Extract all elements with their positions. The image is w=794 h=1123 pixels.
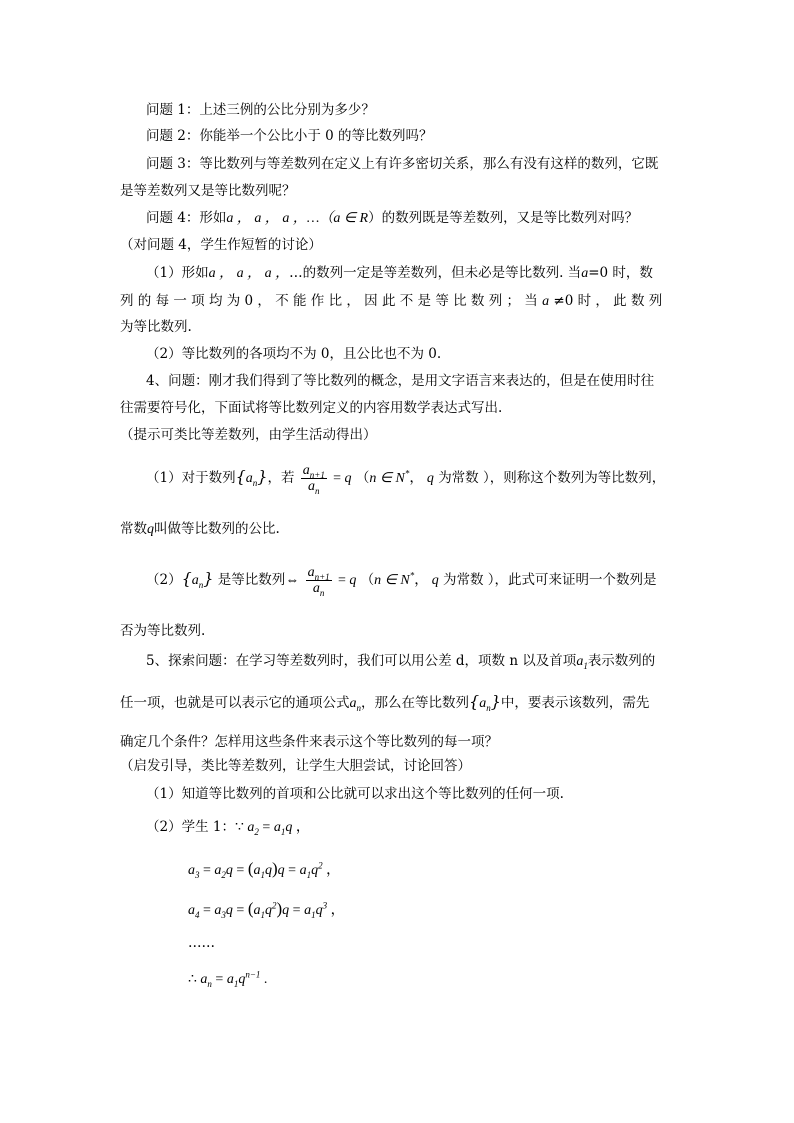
section-5-line-1 <box>146 652 655 671</box>
definition-1-paren: （ <box>355 470 370 486</box>
result-2: （2）学生 1：∵ $a_2 = a_1q$ ， <box>146 819 310 837</box>
answer-1-text: …的数列一定是等差数列，但未必是等比数列. 当 <box>289 265 582 281</box>
result-2-prefix: （2）学生 1： <box>146 819 235 835</box>
answer-1-line-3: 为等比数列. <box>120 319 192 335</box>
answer-1-line-2-text: 列 的 每 一 项 均 为 0 ， 不 能 作 比 ， 因 此 不 是 等 比 数 列 ； 当 <box>120 293 538 309</box>
section-4-hint: （提示可类比等差数列，由学生活动得出） <box>120 427 377 443</box>
section-5-l2-text: 任一项，也就是可以表示它的通项公式 <box>120 695 350 711</box>
section-5-line-2 <box>120 693 649 713</box>
question-4 <box>146 209 638 228</box>
answer-1-line-2-tail: ≠0 时 ， 此 数 列 <box>553 293 663 309</box>
ellipsis: …… <box>188 935 215 951</box>
question-3-line-2: 是等差数列又是等比数列呢？ <box>120 183 296 199</box>
section-5-l2-mid: ，那么在等比数列 <box>361 695 469 711</box>
because-symbol: ∵ <box>234 820 244 835</box>
section-4-line-2: 往需要符号化，下面试将等比数列定义的内容用数学表达式写出. <box>120 400 503 416</box>
var-a: a <box>581 266 589 281</box>
answer-1-sequence: a ， a ， a ， <box>208 266 290 281</box>
section-5-l2-tail: 中，要表示该数列，需先 <box>500 695 650 711</box>
question-3-line-1: 问题 3：等比数列与等差数列在定义上有许多密切关系，那么有没有这样的数列，它既 <box>146 156 659 172</box>
definition-2-tail: 为常数 ），此式可来证明一个数列是 <box>442 572 657 588</box>
section-5-l1-text: 5、探索问题：在学习等差数列时，我们可以用公差 d，项数 n 以及首项 <box>146 653 577 669</box>
section-5-hint: （启发引导，类比等差数列，让学生大胆尝试，讨论回答） <box>120 758 471 774</box>
ratio-fraction: $\frac{a_{n+1}}{a_n}$ <box>302 463 325 496</box>
definition-1-line-2: 常数q叫做等比数列的公比. <box>120 521 280 537</box>
formula-a4: $a_4 = a_3q = (a_1q^2)q = a_1q^3$ ， <box>188 899 345 920</box>
n-condition: n ∈ N* <box>374 570 415 588</box>
ratio-fraction: $\frac{a_{n+1}}{a_n}$ <box>307 565 330 598</box>
answer-2: （2）等比数列的各项均不为 0，且公比也不为 0. <box>146 346 442 362</box>
question-4-sequence: a ， a ， a ，…（ <box>226 211 334 226</box>
definition-2-text: 是等比数列 <box>217 572 286 588</box>
n-condition: n ∈ N* <box>369 468 410 486</box>
definition-2-prefix: （2） <box>146 572 182 588</box>
definition-1: （1）对于数列$\{a_n\}$，若 $\frac{a_{n+1}}{a_n}$ = q （n ∈ N*， q 为常数 ），则称这个数列为等比数列， <box>146 463 666 496</box>
question-4-condition: a ∈ R <box>333 211 369 226</box>
var-a: a <box>542 294 550 309</box>
sequence-an: $\{a_n\}$ <box>469 692 501 713</box>
question-4-note: （对问题 4，学生作短暂的讨论） <box>120 237 322 253</box>
formula-a3: $a_3 = a_2q = (a_1q)q = a_1q^2$ ， <box>188 859 341 880</box>
answer-1-line-2 <box>120 292 662 311</box>
formula-an: ∴ $a_n = a_1q^{n-1}$ . <box>188 969 268 989</box>
answer-1-prefix: （1）形如 <box>146 265 209 281</box>
answer-1-line-1 <box>146 264 653 283</box>
definition-1-prefix: （1）对于数列 <box>146 470 236 486</box>
result-1: （1）知道等比数列的首项和公比就可以求出这个等比数列的任何一项. <box>146 786 564 802</box>
answer-1-tail: =0 时，数 <box>588 265 653 281</box>
term-an: $a_n$ <box>349 696 361 713</box>
definition-2-line-2: 否为等比数列. <box>120 623 206 639</box>
term-a1: $a_1$ <box>576 654 588 671</box>
section-4-line-1: 4、问题：刚才我们得到了等比数列的概念，是用文字语言来表达的，但是在使用时往 <box>146 373 655 389</box>
question-4-prefix: 问题 4：形如 <box>146 210 227 226</box>
question-2: 问题 2：你能举一个公比小于 0 的等比数列吗？ <box>146 128 433 144</box>
section-5-line-3: 确定几个条件？怎样用这些条件来表示这个等比数列的每一项？ <box>120 734 498 750</box>
question-1: 问题 1：上述三例的公比分别为多少？ <box>146 102 375 118</box>
iff-symbol: ⇔ <box>285 573 300 588</box>
definition-2: $(2)\{a_n\}$ 是等比数列⇔ $\frac{a_{n+1}}{a_n}$ = q （n ∈ N*， q 为常数 ），此式可来证明一个数列是 <box>146 565 657 598</box>
definition-1-l2-tail: 叫做等比数列的公比. <box>154 521 280 537</box>
definition-1-l2-prefix: 常数 <box>120 521 147 537</box>
question-4-suffix: ）的数列既是等差数列，又是等比数列对吗？ <box>368 210 639 226</box>
definition-1-if: ，若 <box>267 470 295 486</box>
therefore-symbol: ∴ <box>188 972 197 987</box>
section-5-l1-tail: 表示数列的 <box>587 653 656 669</box>
sequence-an: $\{a_n\}$ <box>181 569 214 590</box>
sequence-an: $\{a_n\}$ <box>235 467 268 488</box>
definition-1-tail: 为常数 ），则称这个数列为等比数列， <box>438 470 666 486</box>
definition-2-paren: （ <box>360 572 375 588</box>
